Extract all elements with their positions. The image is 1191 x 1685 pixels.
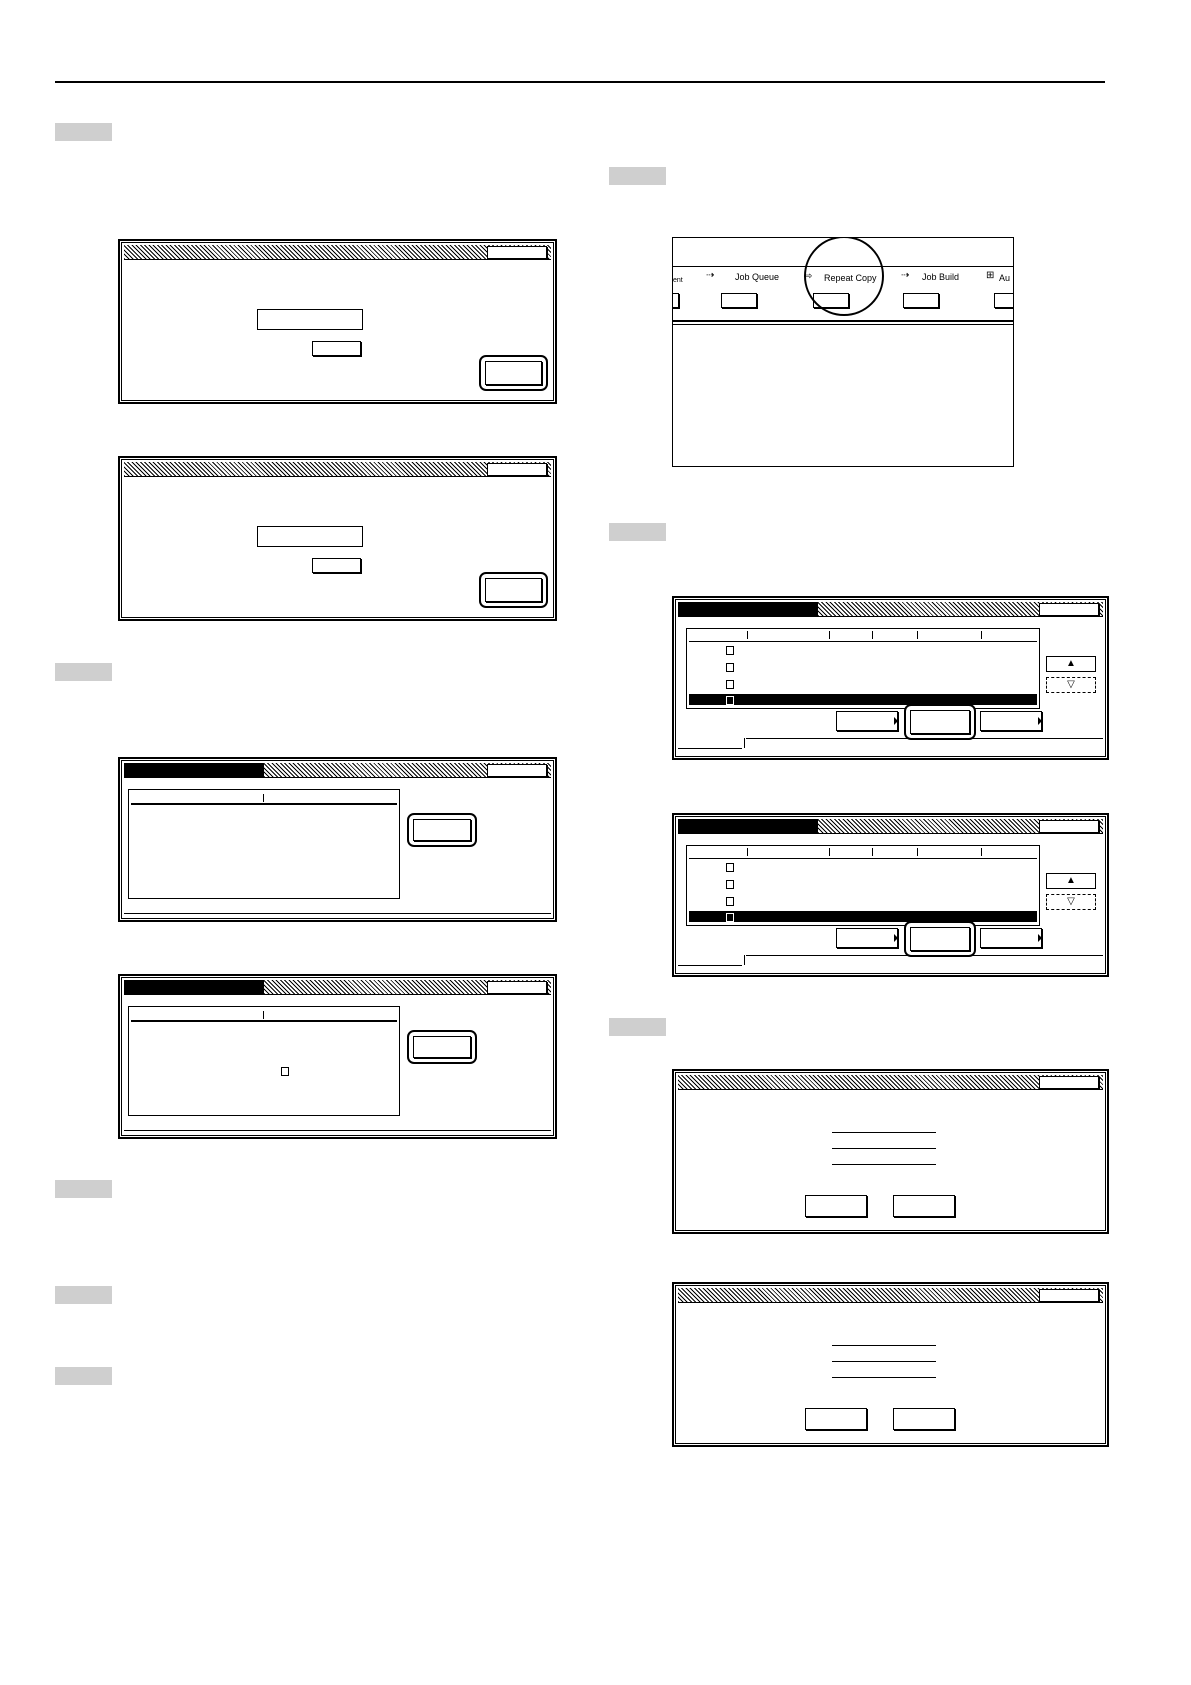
- right-button[interactable]: [980, 928, 1042, 948]
- title-bar: [124, 763, 264, 778]
- document-icon: [726, 696, 734, 705]
- column-divider: [263, 1011, 264, 1019]
- entry-screen-2: [118, 456, 557, 621]
- table-row-selected[interactable]: [689, 694, 1037, 705]
- tab-key-job-build[interactable]: [903, 293, 939, 308]
- tab-label-job-build: Job Build: [922, 272, 960, 282]
- job-build-icon: ⇢: [901, 270, 910, 281]
- list-screen-1: [118, 757, 557, 922]
- no-button[interactable]: [893, 1408, 955, 1430]
- tab-key-au[interactable]: [994, 293, 1014, 308]
- panel-divider: [673, 320, 1013, 322]
- arrow-right-icon: [1038, 717, 1042, 725]
- job-table[interactable]: [686, 845, 1040, 926]
- change-button[interactable]: [312, 558, 361, 573]
- tab-label-ent: ent: [673, 277, 683, 284]
- column-divider: [872, 631, 873, 639]
- arrow-right-icon: [894, 934, 898, 942]
- entry-screen-1: [118, 239, 557, 404]
- right-button[interactable]: [980, 711, 1042, 731]
- close-button[interactable]: [487, 764, 547, 777]
- column-divider: [981, 631, 982, 639]
- close-button[interactable]: [1039, 1289, 1099, 1302]
- document-icon: [281, 1067, 289, 1076]
- highlight-ring: [904, 704, 976, 740]
- column-divider: [917, 631, 918, 639]
- tab-key-job-queue[interactable]: [721, 293, 757, 308]
- center-button[interactable]: [910, 927, 970, 951]
- table-row-selected[interactable]: [689, 911, 1037, 922]
- step-marker: [55, 1180, 112, 1198]
- title-bar: [678, 819, 818, 834]
- close-button[interactable]: [487, 981, 547, 994]
- panel-divider-thin: [673, 324, 1013, 325]
- title-bar: [124, 980, 264, 995]
- job-list-screen-2: [672, 813, 1109, 977]
- step-marker: [609, 167, 666, 185]
- job-list[interactable]: [128, 789, 400, 899]
- step-marker: [55, 1367, 112, 1385]
- document-icon: [726, 663, 734, 672]
- info-line: [832, 1377, 936, 1378]
- step-marker: [55, 663, 112, 681]
- document-icon: [726, 897, 734, 906]
- job-table[interactable]: [686, 628, 1040, 709]
- list-header-rule: [131, 1020, 397, 1022]
- repeat-copy-icon: ⇨: [804, 271, 813, 282]
- panel-tab-line: [678, 748, 742, 749]
- document-icon: [726, 913, 734, 922]
- select-button[interactable]: [413, 819, 471, 841]
- close-button[interactable]: [1039, 603, 1099, 616]
- left-button[interactable]: [836, 928, 898, 948]
- step-marker: [55, 1286, 112, 1304]
- yes-button[interactable]: [805, 1195, 867, 1217]
- info-line: [832, 1361, 936, 1362]
- job-list[interactable]: [128, 1006, 400, 1116]
- column-divider: [917, 848, 918, 856]
- tab-key-ent[interactable]: [672, 293, 679, 308]
- panel-tab-line: [746, 738, 1103, 739]
- column-divider: [872, 848, 873, 856]
- highlight-ring: [407, 813, 477, 847]
- arrow-right-icon: [1038, 934, 1042, 942]
- panel-tab-step: [744, 738, 745, 748]
- scroll-up-button[interactable]: ▲: [1046, 873, 1096, 889]
- step-marker: [609, 523, 666, 541]
- entry-field[interactable]: [257, 309, 363, 330]
- no-button[interactable]: [893, 1195, 955, 1217]
- highlight-ring: [479, 572, 548, 608]
- highlight-ring: [407, 1030, 477, 1064]
- header-rule: [55, 81, 1105, 83]
- status-line: [124, 913, 551, 914]
- column-divider: [747, 631, 748, 639]
- tab-label-repeat-copy: Repeat Copy: [824, 273, 877, 283]
- select-button[interactable]: [413, 1036, 471, 1058]
- tab-label-job-queue: Job Queue: [735, 272, 780, 282]
- status-line: [124, 1130, 551, 1131]
- list-header-rule: [131, 803, 397, 805]
- close-button[interactable]: [487, 463, 547, 476]
- column-divider: [263, 794, 264, 802]
- table-header-rule: [689, 641, 1037, 642]
- panel-tab-line: [746, 955, 1103, 956]
- list-screen-2: [118, 974, 557, 1139]
- table-header-rule: [689, 858, 1037, 859]
- step-marker: [609, 1018, 666, 1036]
- confirm-screen-2: [672, 1282, 1109, 1447]
- panel-tab-line: [678, 965, 742, 966]
- column-divider: [829, 631, 830, 639]
- confirm-screen-1: [672, 1069, 1109, 1234]
- close-button[interactable]: [1039, 1076, 1099, 1089]
- close-button[interactable]: [487, 246, 547, 259]
- info-line: [832, 1345, 936, 1346]
- change-button[interactable]: [312, 341, 361, 356]
- column-divider: [747, 848, 748, 856]
- info-line: [832, 1148, 936, 1149]
- panel-tab-step: [744, 955, 745, 965]
- column-divider: [829, 848, 830, 856]
- highlight-ring: [904, 921, 976, 957]
- yes-button[interactable]: [805, 1408, 867, 1430]
- scroll-down-button[interactable]: ▽: [1046, 677, 1096, 693]
- column-divider: [981, 848, 982, 856]
- document-icon: [726, 880, 734, 889]
- ok-button[interactable]: [485, 361, 542, 385]
- job-queue-icon: ⇢: [706, 270, 715, 281]
- info-line: [832, 1164, 936, 1165]
- scroll-up-button[interactable]: ▲: [1046, 656, 1096, 672]
- left-button[interactable]: [836, 711, 898, 731]
- auto-icon: ⊞: [986, 270, 995, 281]
- center-button[interactable]: [910, 710, 970, 734]
- arrow-right-icon: [894, 717, 898, 725]
- ok-button[interactable]: [485, 578, 542, 602]
- document-icon: [726, 863, 734, 872]
- close-button[interactable]: [1039, 820, 1099, 833]
- tab-label-au: Au: [999, 273, 1011, 283]
- operation-panel: [672, 237, 1014, 467]
- job-list-screen-1: [672, 596, 1109, 760]
- step-marker: [55, 123, 112, 141]
- highlight-circle: [804, 237, 884, 316]
- document-icon: [726, 646, 734, 655]
- scroll-down-button[interactable]: ▽: [1046, 894, 1096, 910]
- highlight-ring: [479, 355, 548, 391]
- entry-field[interactable]: [257, 526, 363, 547]
- document-icon: [726, 680, 734, 689]
- info-line: [832, 1132, 936, 1133]
- title-bar: [678, 602, 818, 617]
